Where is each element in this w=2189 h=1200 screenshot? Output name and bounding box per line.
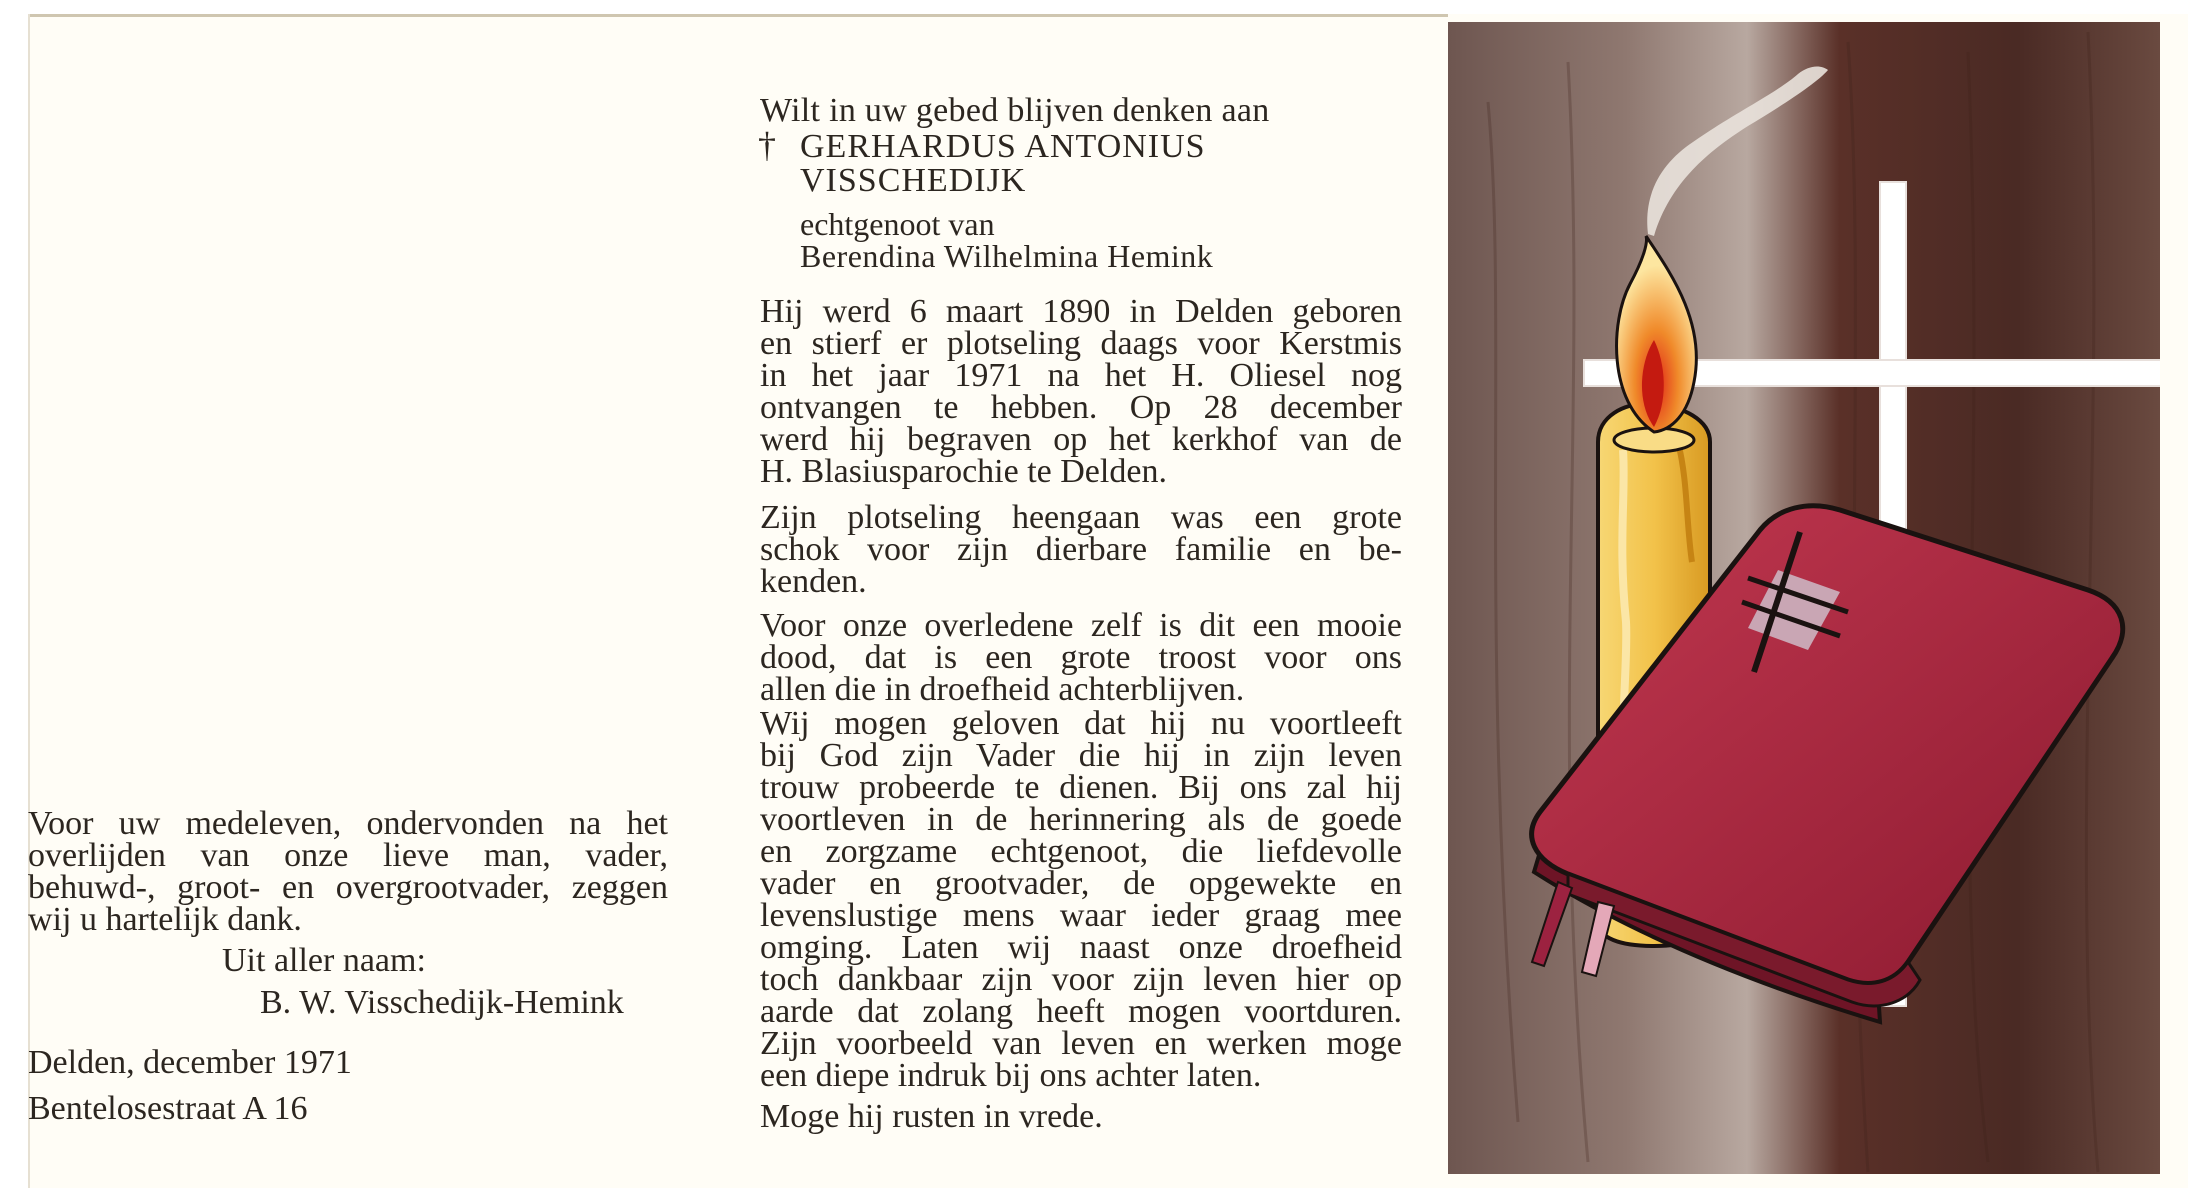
text-line: aarde dat zolang heeft mogen voortduren. xyxy=(760,993,1402,1030)
card-top-edge xyxy=(28,14,1448,17)
biography-paragraph xyxy=(760,293,1402,490)
text-line: in het jaar 1971 na het H. Oliesel nog xyxy=(760,357,1402,394)
comfort-paragraph xyxy=(760,607,1402,708)
shock-paragraph xyxy=(760,499,1402,600)
text-line: schok voor zijn dierbare familie en be- xyxy=(760,531,1402,568)
text-line: Wij mogen geloven dat hij nu voortleeft xyxy=(760,705,1402,742)
thanks-line: Voor uw medeleven, ondervonden na het xyxy=(28,805,668,842)
widow-name: B. W. Visschedijk-Hemink xyxy=(260,984,624,1021)
spouse-name: Berendina Wilhelmina Hemink xyxy=(800,238,1214,274)
text-line: een diepe indruk bij ons achter laten. xyxy=(760,1057,1262,1094)
text-line: voortleven in de herinnering als de goede xyxy=(760,801,1402,838)
closing-line: Moge hij rusten in vrede. xyxy=(760,1098,1103,1135)
text-line: Zijn voorbeeld van leven en werken moge xyxy=(760,1025,1402,1062)
text-line: bij God zijn Vader die hij in zijn leven xyxy=(760,737,1402,774)
devotional-artwork xyxy=(1448,22,2160,1174)
text-line: kenden. xyxy=(760,563,867,600)
text-line: Hij werd 6 maart 1890 in Delden geboren xyxy=(760,293,1402,330)
address: Bentelosestraat A 16 xyxy=(28,1090,308,1127)
faith-paragraph xyxy=(760,705,1402,1094)
thanks-message xyxy=(28,805,668,938)
on-behalf-label: Uit aller naam: xyxy=(222,942,426,979)
text-line: en stierf er plotseling daags voor Kerstmis xyxy=(760,325,1402,362)
thanks-line: wij u hartelijk dank. xyxy=(28,901,302,938)
text-line: levenslustige mens waar ieder graag mee xyxy=(760,897,1402,934)
deceased-name-line1: GERHARDUS ANTONIUS xyxy=(800,128,1206,165)
text-line: en zorgzame echtgenoot, die liefdevolle xyxy=(760,833,1402,870)
text-line: H. Blasiusparochie te Delden. xyxy=(760,453,1167,490)
place-date: Delden, december 1971 xyxy=(28,1044,352,1081)
text-line: Voor onze overledene zelf is dit een mooie xyxy=(760,607,1402,644)
death-cross-icon: † xyxy=(758,125,776,165)
text-line: ontvangen te hebben. Op 28 december xyxy=(760,389,1402,426)
thanks-line: behuwd-, groot- en overgrootvader, zeggen xyxy=(28,869,668,906)
spouse-label: echtgenoot van xyxy=(800,206,995,242)
text-line: toch dankbaar zijn voor zijn leven hier op xyxy=(760,961,1402,998)
text-line: dood, dat is een grote troost voor ons xyxy=(760,639,1402,676)
text-line: allen die in droefheid achterblijven. xyxy=(760,671,1245,708)
thanks-line: overlijden van onze lieve man, vader, xyxy=(28,837,668,874)
text-line: werd hij begraven op het kerkhof van de xyxy=(760,421,1402,458)
text-line: trouw probeerde te dienen. Bij ons zal hij xyxy=(760,769,1402,806)
deceased-name-line2: VISSCHEDIJK xyxy=(800,162,1027,199)
text-line: Zijn plotseling heengaan was een grote xyxy=(760,499,1402,536)
text-line: vader en grootvader, de opgewekte en xyxy=(760,865,1402,902)
card-left-edge xyxy=(28,14,30,1188)
text-line: omging. Laten wij naast onze droefheid xyxy=(760,929,1402,966)
intro-line: Wilt in uw gebed blijven denken aan xyxy=(760,92,1270,129)
